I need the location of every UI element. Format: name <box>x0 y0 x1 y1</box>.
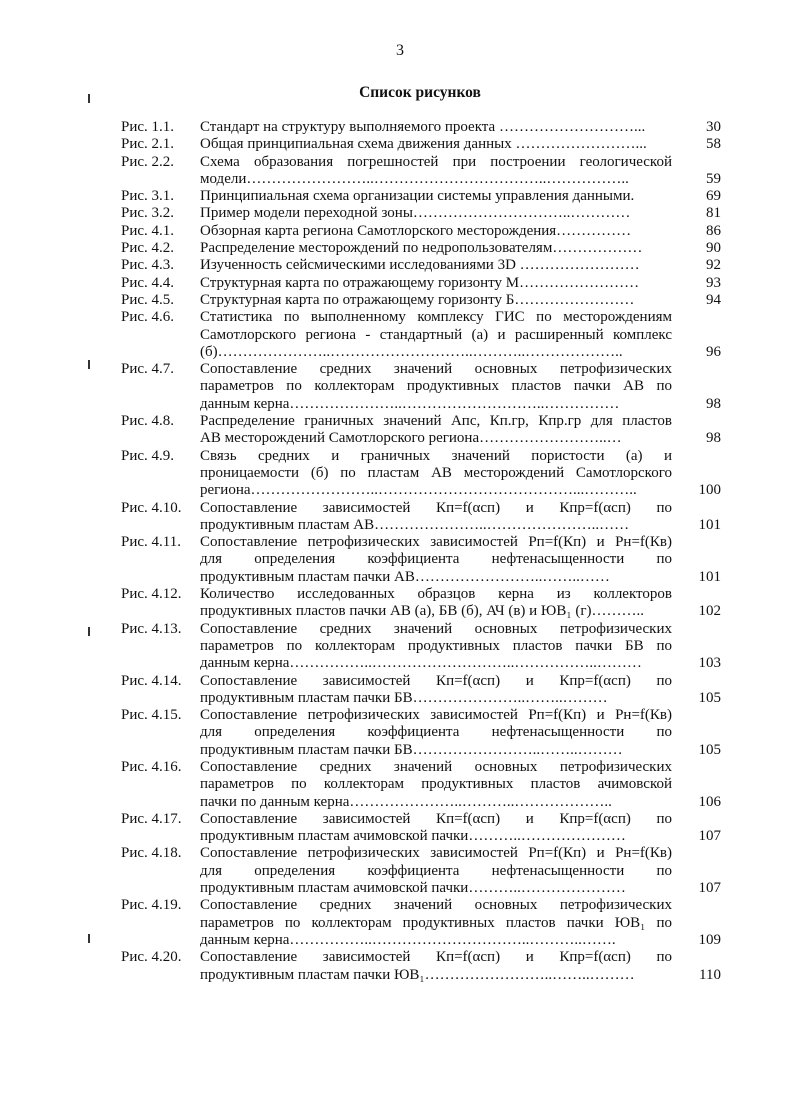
figure-caption <box>200 673 672 708</box>
caption-line: Структурная карта по отражающему горизонту Б…………………… <box>200 291 635 308</box>
figure-caption <box>200 534 672 586</box>
figure-label: Рис. 4.14. <box>121 672 182 689</box>
list-item <box>121 534 721 586</box>
page-reference: 86 <box>706 222 721 239</box>
caption-line: данным керна…………………..………………………..…………… <box>200 395 620 412</box>
page-reference: 101 <box>698 568 721 585</box>
caption-line: Распределение месторождений по недропользователям……………… <box>200 240 643 257</box>
figure-caption <box>200 845 672 897</box>
figure-label: Рис. 4.11. <box>121 534 181 551</box>
page-reference: 107 <box>698 828 721 845</box>
figure-label: Рис. 4.10. <box>121 499 182 516</box>
list-item <box>121 223 721 240</box>
caption-line: продуктивным пластам ачимовской пачки………..………………… <box>200 880 626 897</box>
caption-line: данным керна……………..…………………………..………..……. <box>200 931 616 948</box>
caption-line: параметров по коллекторам продуктивных пластов пачки АВ по <box>200 378 672 395</box>
figure-label: Рис. 4.2. <box>121 240 175 257</box>
caption-line: Пример модели переходной зоны…………………………..………… <box>200 205 631 222</box>
caption-line: для определения коэффициента нефтенасыщенности по <box>200 862 672 879</box>
figure-label: Рис. 1.1. <box>121 119 175 135</box>
scan-mark <box>88 360 90 369</box>
figure-caption <box>200 154 672 189</box>
caption-line: продуктивным пластам пачки БВ…………………..……..……… <box>200 689 608 706</box>
caption-line: Стандарт на структуру выполняемого проекта ………………………... <box>200 119 646 135</box>
list-item <box>121 845 721 897</box>
caption-line: продуктивным пластам ачимовской пачки………..………………… <box>200 828 626 845</box>
figure-caption <box>200 223 672 240</box>
caption-line: для определения коэффициента нефтенасыщенности по <box>200 724 672 741</box>
page-reference: 109 <box>698 931 721 948</box>
figure-caption <box>200 413 672 448</box>
list-item <box>121 119 721 136</box>
caption-line: Сопоставление средних значений основных петрофизических <box>200 361 672 378</box>
page-reference: 58 <box>706 136 721 153</box>
caption-line: Самотлорского региона - стандартный (а) и расширенный комплекс <box>200 326 672 343</box>
caption-line: Обзорная карта региона Самотлорского месторождения…………… <box>200 222 632 239</box>
caption-line: модели……………………..……………………………..…………….. <box>200 170 629 187</box>
list-item <box>121 413 721 448</box>
page-reference: 105 <box>698 689 721 706</box>
page-title: Список рисунков <box>359 84 481 101</box>
figure-caption <box>200 188 672 205</box>
caption-line: продуктивных пластов пачки АВ (а), БВ (б), АЧ (в) и ЮВ₁ (г)……….. <box>200 603 644 620</box>
page-reference: 96 <box>706 343 721 360</box>
caption-line: проницаемости (б) по пластам АВ месторождений Самотлорского <box>200 464 672 481</box>
list-item <box>121 188 721 205</box>
list-item <box>121 205 721 222</box>
caption-line: Сопоставление средних значений основных петрофизических <box>200 758 672 775</box>
page-reference: 110 <box>699 966 721 983</box>
list-item <box>121 309 721 361</box>
page-number: 3 <box>396 42 404 59</box>
page-reference: 92 <box>706 257 721 274</box>
caption-line: Сопоставление средних значений основных петрофизических <box>200 897 672 914</box>
figure-caption <box>200 586 672 621</box>
list-item <box>121 500 721 535</box>
page-reference: 106 <box>698 793 721 810</box>
caption-line: продуктивным пластам пачки АВ……………………..……..…… <box>200 568 610 585</box>
list-item <box>121 759 721 811</box>
list-item <box>121 707 721 759</box>
list-item <box>121 257 721 274</box>
page-reference: 98 <box>706 430 721 447</box>
figure-caption <box>200 621 672 673</box>
list-item <box>121 621 721 673</box>
figure-label: Рис. 4.6. <box>121 309 175 326</box>
caption-line: продуктивным пластам АВ…………………..…………………..…… <box>200 516 630 533</box>
list-item <box>121 292 721 309</box>
caption-line: АВ месторождений Самотлорского региона……………………..… <box>200 430 622 447</box>
figure-label: Рис. 4.1. <box>121 222 175 239</box>
page-reference: 90 <box>706 240 721 257</box>
page-reference: 101 <box>698 516 721 533</box>
figure-label: Рис. 4.8. <box>121 413 175 430</box>
caption-line: параметров по коллекторам продуктивных пластов ачимовской <box>200 776 672 793</box>
caption-line: Связь средних и граничных значений пористости (а) и <box>200 447 672 464</box>
figure-caption <box>200 309 672 361</box>
figure-caption <box>200 897 672 949</box>
page-reference: 81 <box>706 205 721 222</box>
caption-line: Сопоставление средних значений основных петрофизических <box>200 620 672 637</box>
caption-line: продуктивным пластам пачки ЮВ₁……………………..……..……… <box>200 966 635 983</box>
figure-label: Рис. 3.1. <box>121 188 175 205</box>
figure-label: Рис. 4.13. <box>121 620 182 637</box>
scan-mark <box>88 94 90 103</box>
figure-caption <box>200 205 672 222</box>
figure-label: Рис. 3.2. <box>121 205 175 222</box>
figure-label: Рис. 4.4. <box>121 274 175 291</box>
figure-label: Рис. 2.1. <box>121 136 175 153</box>
caption-line: Общая принципиальная схема движения данных ……………………... <box>200 136 647 153</box>
figure-label: Рис. 4.12. <box>121 586 182 603</box>
caption-line: продуктивным пластам пачки БВ……………………..……..……… <box>200 741 623 758</box>
page-reference: 103 <box>698 655 721 672</box>
figure-label: Рис. 4.3. <box>121 257 175 274</box>
caption-line: Сопоставление зависимостей Кп=f(αсп) и Кпр=f(αсп) по <box>200 672 672 689</box>
figure-label: Рис. 4.20. <box>121 949 182 966</box>
figure-label: Рис. 4.9. <box>121 447 175 464</box>
caption-line: параметров по коллекторам продуктивных пластов пачки БВ по <box>200 637 672 654</box>
figure-caption <box>200 500 672 535</box>
scan-mark <box>88 627 90 636</box>
list-item <box>121 949 721 984</box>
list-item <box>121 275 721 292</box>
caption-line: Сопоставление петрофизических зависимостей Рп=f(Кп) и Рн=f(Кв) <box>200 534 672 551</box>
caption-line: Сопоставление зависимостей Кп=f(αсп) и Кпр=f(αсп) по <box>200 499 672 516</box>
figure-caption <box>200 240 672 257</box>
caption-line: Сопоставление зависимостей Кп=f(αсп) и Кпр=f(αсп) по <box>200 810 672 827</box>
list-item <box>121 361 721 413</box>
figure-caption <box>200 361 672 413</box>
caption-line: данным керна……………..………………………..……………..……… <box>200 655 642 672</box>
caption-line: (б)…………………..………………………..………..……………….. <box>200 343 623 360</box>
list-item <box>121 136 721 153</box>
figure-caption <box>200 292 672 309</box>
figure-label: Рис. 4.17. <box>121 810 182 827</box>
caption-line: региона……………………..…………………………………...……….. <box>200 482 637 499</box>
list-item <box>121 673 721 708</box>
page-reference: 102 <box>698 603 721 620</box>
caption-line: Структурная карта по отражающему горизонту М…………………… <box>200 274 640 291</box>
caption-line: Статистика по выполненному комплексу ГИС по месторождениям <box>200 309 672 326</box>
figure-label: Рис. 4.18. <box>121 845 182 862</box>
figure-label: Рис. 4.19. <box>121 897 182 914</box>
list-item <box>121 240 721 257</box>
figure-caption <box>200 275 672 292</box>
page-reference: 93 <box>706 274 721 291</box>
page-reference: 98 <box>706 395 721 412</box>
page-reference: 69 <box>706 188 721 205</box>
figure-caption <box>200 257 672 274</box>
figure-list <box>121 119 721 984</box>
page-reference: 94 <box>706 291 721 308</box>
figure-caption <box>200 759 672 811</box>
caption-line: пачки по данным керна…………………..………..……………….. <box>200 793 612 810</box>
page-reference: 59 <box>706 170 721 187</box>
page-reference: 30 <box>706 119 721 135</box>
caption-line: Сопоставление зависимостей Кп=f(αсп) и Кпр=f(αсп) по <box>200 949 672 966</box>
list-item <box>121 448 721 500</box>
list-item <box>121 154 721 189</box>
caption-line: Принципиальная схема организации системы управления данными. <box>200 188 635 205</box>
page-reference: 107 <box>698 880 721 897</box>
figure-caption <box>200 949 672 984</box>
scan-mark <box>88 934 90 943</box>
caption-line: параметров по коллекторам продуктивных пластов пачки ЮВ₁ по <box>200 914 672 931</box>
caption-line: Схема образования погрешностей при построении геологической <box>200 153 672 170</box>
figure-label: Рис. 4.15. <box>121 707 182 724</box>
caption-line: Распределение граничных значений Апс, Кп.гр, Кпр.гр для пластов <box>200 413 672 430</box>
caption-line: Сопоставление петрофизических зависимостей Рп=f(Кп) и Рн=f(Кв) <box>200 845 672 862</box>
figure-caption <box>200 119 672 136</box>
page-reference: 105 <box>698 741 721 758</box>
page-reference: 100 <box>698 482 721 499</box>
figure-label: Рис. 4.16. <box>121 758 182 775</box>
caption-line: Количество исследованных образцов керна из коллекторов <box>200 586 672 603</box>
caption-line: для определения коэффициента нефтенасыщенности по <box>200 551 672 568</box>
figure-caption <box>200 707 672 759</box>
figure-caption <box>200 448 672 500</box>
figure-caption <box>200 136 672 153</box>
list-item <box>121 811 721 846</box>
figure-label: Рис. 4.5. <box>121 291 175 308</box>
list-item <box>121 897 721 949</box>
caption-line: Сопоставление петрофизических зависимостей Рп=f(Кп) и Рн=f(Кв) <box>200 707 672 724</box>
figure-caption <box>200 811 672 846</box>
list-item <box>121 586 721 621</box>
figure-label: Рис. 2.2. <box>121 153 175 170</box>
caption-line: Изученность сейсмическими исследованиями 3D …………………… <box>200 257 640 274</box>
figure-label: Рис. 4.7. <box>121 361 175 378</box>
